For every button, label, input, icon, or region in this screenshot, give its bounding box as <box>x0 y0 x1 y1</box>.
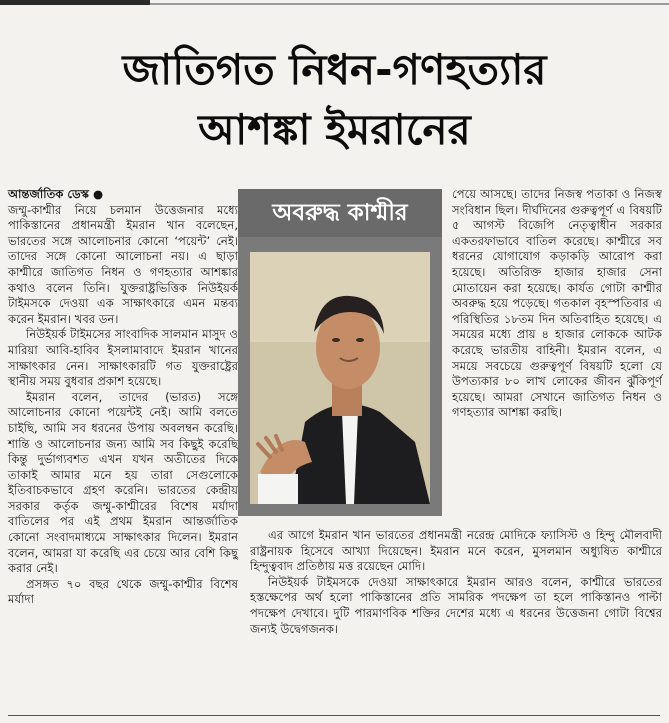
portrait-illustration <box>250 252 430 504</box>
top-rule <box>0 0 669 8</box>
paragraph: জম্মু-কাশ্মীর নিয়ে চলমান উত্তেজনার মধ্যে পাকিস্তানের প্রধানমন্ত্রী ইমরান খান বলেছেন, ভারতের সঙ্গে আলোচনার কোনো ‘পয়েন্ট’ নেই। তাদের সঙ্গে কোনো আলোচনা নয়। এ ছাড়া কাশ্মীরে জাতিগত নিধন ও গণহত্যার আশঙ্কার কথাও বলেন তিনি। যুক্তরাষ্ট্রভিত্তিক নিউইয়র্ক টাইমসকে দেওয়া এক সাক্ষাৎকারে এমন মন্তব্য করেন ইমরান। খবর ডন। <box>8 202 238 326</box>
photo-imran-khan <box>250 252 430 504</box>
article-column-1 <box>8 187 238 608</box>
top-rule-dark <box>0 0 150 5</box>
paragraph: নিউইয়র্ক টাইমসকে দেওয়া সাক্ষাৎকারে ইমরান আরও বলেন, কাশ্মীরে ভারতের হস্তক্ষেপের অর্থ হলো পাকিস্তানের প্রতি সামরিক পদক্ষেপ তা হলে পাকিস্তানও পাল্টা পদক্ষেপ দেখাবে। দুটি পারমাণবিক শক্তির দেশের মধ্যে এ ধরনের উত্তেজনা গোটা বিশ্বের জন্যই উদ্বেগজনক। <box>250 574 662 636</box>
paragraph: এর আগে ইমরান খান ভারতের প্রধানমন্ত্রী নরেন্দ্র মোদিকে ফ্যাসিস্ট ও হিন্দু মৌলবাদী রাষ্ট্রনায়ক হিসেবে আখ্যা দিয়েছেন। ইমরান মনে করেন, মুসলমান অধ্যুষিত কাশ্মীরে হিন্দুত্ববাদ প্রতিষ্ঠায় মত্ত রয়েছেন মোদি। <box>250 528 662 574</box>
desk-label: আন্তর্জাতিক ডেস্ক ● <box>8 187 104 201</box>
paragraph: নিউইয়র্ক টাইমসের সাংবাদিক সালমান মাসুদ ও মারিয়া আবি-হাবিব ইসলামাবাদে ইমরান খানের সাক্ষাৎকার নেন। সাক্ষাৎকারটি গত যুক্তরাষ্ট্রের স্থানীয় সময় বুধবার প্রকাশ হয়েছে। <box>8 327 238 389</box>
box-title: অবরুদ্ধ কাশ্মীর <box>238 189 442 237</box>
headline <box>0 40 669 160</box>
paragraph: ইমরান বলেন, তাদের (ভারত) সঙ্গে আলোচনার কোনো পয়েন্টই নেই। আমি বলতে চাইছি, আমি সব ধরনের উপায় অবলম্বন করেছি। শান্তি ও আলোচনার জন্য আমি সব কিছুই করেছি কিন্তু দুর্ভাগ্যবশত এখন যখন অতীতের দিকে তাকাই আমার মনে হয় তারা সেগুলোকে ইতিবাচকভাবে গ্রহণ করেনি। ভারতের কেন্দ্রীয় সরকার কর্তৃক জম্মু-কাশ্মীরের বিশেষ মর্যাদা বাতিলের পর এই প্রথম ইমরান আন্তর্জাতিক কোনো সংবাদমাধ্যমে সাক্ষাৎকার দিলেন। ইমরান বলেন, আমরা যা করেছি এর চেয়ে আর বেশি কিছু করার নেই। <box>8 389 238 576</box>
top-rule-line <box>150 3 669 5</box>
article-column-3 <box>452 187 662 421</box>
paragraph: প্রসঙ্গত ৭০ বছর থেকে জম্মু-কাশ্মীর বিশেষ মর্যাদা <box>8 576 238 607</box>
headline-line-2: আশঙ্কা ইমরানের <box>198 105 471 154</box>
headline-line-1: জাতিগত নিধন-গণহত্যার <box>122 45 547 94</box>
bottom-rule <box>8 715 660 716</box>
article-bottom-block <box>250 528 662 637</box>
paragraph: পেয়ে আসছে। তাদের নিজস্ব পতাকা ও নিজস্ব সংবিধান ছিল। দীর্ঘদিনের গুরুত্বপূর্ণ এ বিষয়টি ৫ আগস্ট বিজেপি নেতৃত্বাধীন সরকার একতরফাভাবে বাতিল করেছে। কাশ্মীরে সব ধরনের যোগাযোগ কড়াকড়ি আরোপ করা হয়েছে। অতিরিক্ত হাজার হাজার সেনা মোতায়েন করা হয়েছে। কার্যত গোটা কাশ্মীর অবরুদ্ধ হয়ে পড়েছে। গতকাল বৃহস্পতিবার এ পরিস্থিতির ১৮তম দিন অতিবাহিত হয়েছে। এ সময়ের মধ্যে প্রায় ৪ হাজার লোককে আটক করেছে ভারতীয় বাহিনী। ইমরান বলেন, এ সময়ে সবচেয়ে গুরুত্বপূর্ণ বিষয়টি হলো যে উপত্যকার ৮০ লাখ লোকের জীবন ঝুঁকিপূর্ণ হয়েছে। আমরা সেখানে জাতিগত নিধন ও গণহত্যার আশঙ্কা করছি। <box>452 187 662 420</box>
